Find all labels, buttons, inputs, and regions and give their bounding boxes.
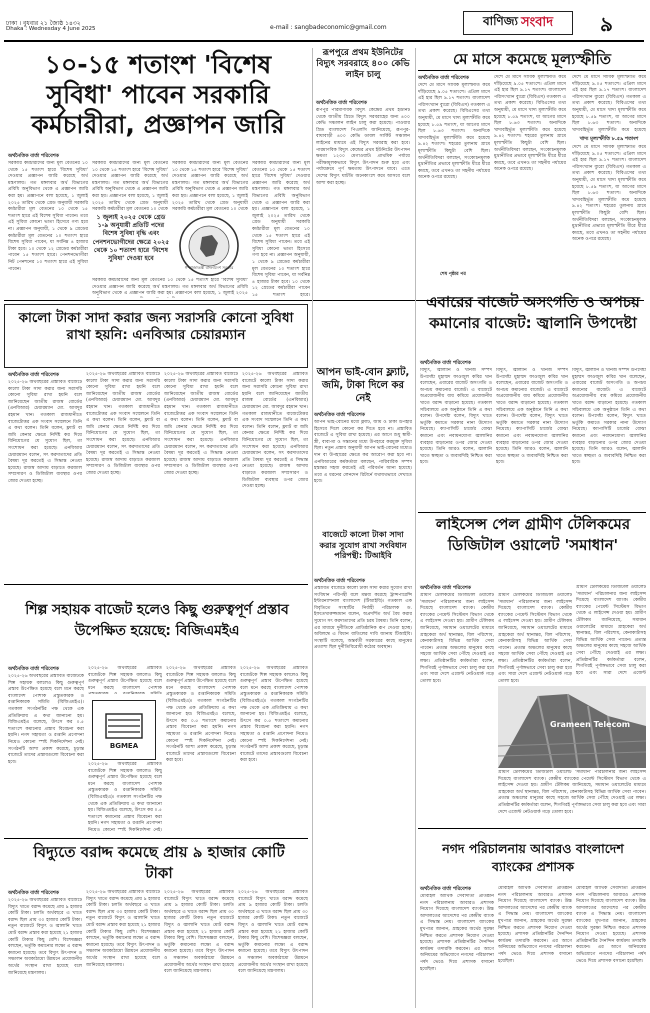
budget-energy-byline: অর্থনৈতিক বার্তা পরিবেশক (420, 361, 471, 366)
cash-byline: অর্থনৈতিক বার্তা পরিবেশক (420, 887, 471, 892)
black-money-body-col-1: ২০২৫-২৬ অর্থবছরের প্রস্তাবিত বাজেটে কালো টাকা সাদা করার জন্য সরাসরি কোনো সুবিধা রাখা হয়নি বলে জানিয়েছেন জাতীয় রাজস্ব বোর্ডের (এনবিআর) চেয়ারম্যান মো. আবদুর রহমান খান। গতকাল রাজধানীতে বাজেটোত্তর এক সংবাদ সম্মেলনে তিনি এ কথা বলেন। তিনি বলেন, ফ্ল্যাট বা জমি কেনার ক্ষেত্রে নির্দিষ্ট কর দিয়ে বিনিয়োগের যে সুযোগ ছিল, তা সংশোধন করা হয়েছে। এনবিআর চেয়ারম্যান বলেন, সৎ করদাতাদের প্রতি বৈষম্য দূর করতেই এ সিদ্ধান্ত নেওয়া হয়েছে। রাজস্ব আদায় বাড়াতে করজাল সম্প্রসারণ ও ডিজিটাল ব্যবস্থার ওপর জোর দেওয়া হচ্ছে। (8, 380, 82, 484)
cash-rule (418, 828, 646, 829)
masthead-logo (463, 11, 573, 35)
lead-body-col-2b: সরকারি কর্মচারীদের জন্য মূল বেতনের ১০ থেকে ১৫ শতাংশ হারে 'বিশেষ সুবিধা' দেওয়ার প্রজ্ঞাপন জারি করেছে অর্থ মন্ত্রণালয়। গত মঙ্গলবার অর্থ বিভাগের প্রবিধি অনুবিভাগ থেকে এ প্রজ্ঞাপন জারি করা হয়। প্রজ্ঞাপনে বলা হয়েছে, ১ জুলাই ২০২৫ (92, 278, 248, 297)
power-rule (4, 838, 308, 839)
grameen-byline: অর্থনৈতিক বার্তা পরিবেশক (420, 586, 471, 591)
rooppur-headline: রূপপুরে প্রথম ইউনিটের বিদ্যুৎ সরবরাহে ৪০০ কেভি লাইন চালু (316, 48, 410, 80)
inflation-body-col-2: দেশে মে মাসে সার্বিক মূল্যস্ফীতি কমে দাঁড়িয়েছে ৯.০৫ শতাংশে। এপ্রিল মাসে এই হার ছিল ৯.১৭ শতাংশ। বাংলাদেশ পরিসংখ্যান ব্যুরো (বিবিএস) গতকাল এ তথ্য প্রকাশ করেছে। বিবিএসের তথ্য অনুযায়ী, মে মাসে খাদ্য মূল্যস্ফীতি কমে হয়েছে ৮.৫৯ শতাংশ, যা আগের মাসে ছিল ৮.৬৩ শতাংশ। অন্যদিকে খাদ্যবহির্ভূত মূল্যস্ফীতি কমে হয়েছে ৯.৪২ শতাংশ। শহরের তুলনায় গ্রামে মূল্যস্ফীতি কিছুটা বেশি ছিল। অর্থনীতিবিদরা বলছেন, সংকোচনমূলক মুদ্রানীতির প্রভাবে মূল্যস্ফীতি ধীরে ধীরে কমছে, তবে এখনও তা সহনীয় পর্যায়ের অনেক ওপরে রয়েছে। (494, 75, 566, 173)
inflation-sub: খাদ্য মূল্যস্ফীতি ৮.৫৯ শতাংশ (579, 136, 639, 142)
tib-byline: অর্থনৈতিক বার্তা পরিবেশক (314, 579, 365, 584)
lead-body-col-4: সরকারি কর্মচারীদের জন্য মূল বেতনের ১০ থেকে ১৫ শতাংশ হারে 'বিশেষ সুবিধা' দেওয়ার প্রজ্ঞাপন জারি করেছে অর্থ মন্ত্রণালয়। গত মঙ্গলবার অর্থ বিভাগের প্রবিধি অনুবিভাগ থেকে এ প্রজ্ঞাপন জারি করা হয়। প্রজ্ঞাপনে বলা হয়েছে, ১ জুলাই ২০২৫ তারিখ থেকে গ্রেড অনুযায়ী সরকারি কর্মচারীরা মূল বেতনের ১০ থেকে ১৫ শতাংশ হারে এই বিশেষ সুবিধা পাবেন। তবে এই সুবিধা কোনো ভাতা হিসেবে গণ্য হবে না। প্রজ্ঞাপন অনুযায়ী, ১ থেকে ৯ গ্রেডের কর্মচারীরা মূল বেতনের ১০ শতাংশ হারে বিশেষ সুবিধা পাবেন, যা সর্বনিম্ন ৪ হাজার টাকা হবে। ১০ থেকে ১২ গ্রেডের কর্মচারীরা পাবেন ১৫ শতাংশ হারে। (252, 161, 310, 297)
inflation-continued: শেষ পৃষ্ঠার পর (440, 272, 466, 277)
lead-body-col-2: সরকারি কর্মচারীদের জন্য মূল বেতনের ১০ থেকে ১৫ শতাংশ হারে 'বিশেষ সুবিধা' দেওয়ার প্রজ্ঞাপন জারি করেছে অর্থ মন্ত্রণালয়। গত মঙ্গলবার অর্থ বিভাগের প্রবিধি অনুবিভাগ থেকে এ প্রজ্ঞাপন জারি করা হয়। প্রজ্ঞাপনে বলা হয়েছে, ১ জুলাই ২০২৫ তারিখ থেকে গ্রেড অনুযায়ী সরকারি কর্মচারীরা মূল বেতনের ১০ থেকে (92, 161, 168, 211)
tib-headline: বাজেটে কালো টাকা সাদা করার সুযোগ রাখা সংবিধান পরিপন্থী: টিআইবি (319, 530, 407, 560)
lead-body-col-3: সরকারি কর্মচারীদের জন্য মূল বেতনের ১০ থেকে ১৫ শতাংশ হারে 'বিশেষ সুবিধা' দেওয়ার প্রজ্ঞাপন জারি করেছে অর্থ মন্ত্রণালয়। গত মঙ্গলবার অর্থ বিভাগের প্রবিধি অনুবিভাগ থেকে এ প্রজ্ঞাপন জারি করা হয়। প্রজ্ঞাপনে বলা হয়েছে, ১ জুলাই ২০২৫ তারিখ থেকে গ্রেড অনুযায়ী সরকারি কর্মচারীরা মূল বেতনের ১০ থেকে (172, 161, 248, 211)
cash-headline: নগদ পরিচালনায় আবারও বাংলাদেশ ব্যাংকের প্রশাসক (442, 841, 624, 874)
inflation-byline: অর্থনৈতিক বার্তা পরিবেশক (418, 76, 469, 81)
inflation-body-col-3: দেশে মে মাসে সার্বিক মূল্যস্ফীতি কমে দাঁড়িয়েছে ৯.০৫ শতাংশে। এপ্রিল মাসে এই হার ছিল ৯.১৭ শতাংশ। বাংলাদেশ পরিসংখ্যান ব্যুরো (বিবিএস) গতকাল এ তথ্য প্রকাশ করেছে। বিবিএসের তথ্য অনুযায়ী, মে মাসে খাদ্য মূল্যস্ফীতি কমে হয়েছে ৮.৫৯ শতাংশ, যা আগের মাসে ছিল ৮.৬৩ শতাংশ। অন্যদিকে খাদ্যবহির্ভূত মূল্যস্ফীতি কমে হয়েছে (572, 75, 646, 133)
bgmea-body-col-4: ২০২৫-২৬ অর্থবছরের প্রস্তাবিত বাজেটকে শিল্প সহায়ক বললেও কিছু গুরুত্বপূর্ণ প্রস্তাব উপেক্ষিত হয়েছে বলে মনে করছে বাংলাদেশ পোশাক প্রস্তুতকারক ও রপ্তানিকারক সমিতি (বিজিএমইএ)। গতকাল সংগঠনটির পক্ষ থেকে এক প্রতিক্রিয়ায় এ কথা জানানো হয়। বিজিএমইএ বলেছে, উৎসে কর ০.৫ শতাংশে কমানোর প্রস্তাব বিবেচনা করা হয়নি। নগদ সহায়তা ও রপ্তানি প্রণোদনা নিয়েও কোনো স্পষ্ট দিকনির্দেশনা নেই। সংগঠনটি আশা প্রকাশ করেছে, চূড়ান্ত বাজেটে তাদের প্রস্তাবগুলো বিবেচনা করা হবে। (240, 666, 308, 764)
grameen-photo (498, 686, 646, 768)
lead-byline: অর্থনৈতিক বার্তা পরিবেশক (8, 154, 59, 159)
black-money-headline: কালো টাকা সাদা করার জন্য সরাসরি কোনো সুবিধা রাখা হয়নি: এনবিআর চেয়ারম্যান (18, 310, 294, 343)
grameen-photo-label: Grameen Telecom (550, 720, 631, 729)
masthead-date-en: Dhaka : Wednesday 4 June 2025 (6, 26, 96, 32)
bgmea-headline: শিল্প সহায়ক বাজেট হলেও কিছু গুরুত্বপূর্ণ প্রস্তাব উপেক্ষিত হয়েছে: বিজিএমইএ (25, 602, 289, 639)
bgmea-logo (92, 700, 156, 760)
grameen-headline: লাইসেন্স পেল গ্রামীণ টেলিকমের ডিজিটাল ওয়ালেট 'সমাধান' (435, 515, 631, 554)
bgmea-body-col-2b: ২০২৫-২৬ অর্থবছরের প্রস্তাবিত বাজেটকে শিল্প সহায়ক বললেও কিছু গুরুত্বপূর্ণ প্রস্তাব উপেক্ষিত হয়েছে বলে মনে করছে বাংলাদেশ পোশাক প্রস্তুতকারক ও রপ্তানিকারক সমিতি (বিজিএমইএ)। গতকাল সংগঠনটির পক্ষ থেকে এক প্রতিক্রিয়ায় এ কথা জানানো হয়। বিজিএমইএ বলেছে, উৎসে কর ০.৫ শতাংশে কমানোর প্রস্তাব বিবেচনা করা হয়নি। নগদ সহায়তা ও রপ্তানি প্রণোদনা নিয়েও কোনো স্পষ্ট দিকনির্দেশনা নেই। (88, 762, 162, 833)
flat-land-byline: অর্থনৈতিক বার্তা পরিবেশক (314, 413, 365, 418)
column-rule-1 (312, 48, 313, 1008)
cash-body-col-1: মোবাইল আর্থিক সেবাদাতা প্রতিষ্ঠান নগদ পরিচালনায় আবারও প্রশাসক নিয়োগ দিয়েছে বাংলাদেশ ব্যাংক। উচ্চ আদালতের আদেশের পর কেন্দ্রীয় ব্যাংক এ সিদ্ধান্ত নেয়। বাংলাদেশ ব্যাংকের মুখপাত্র জানান, গ্রাহকের অর্থের সুরক্ষা নিশ্চিত করতে প্রশাসক নিয়োগ দেওয়া হয়েছে। প্রশাসক প্রতিষ্ঠানটির দৈনন্দিন কার্যক্রম তদারকি করবেন। এর আগে অনিয়মের অভিযোগে নগদের পরিচালনা পর্ষদ ভেঙে দিয়ে প্রশাসক বসানো হয়েছিল। (420, 894, 494, 972)
power-body-col-1: ২০২৫-২৬ অর্থবছরের প্রস্তাবিত বাজেটে বিদ্যুৎ খাতে বরাদ্দ কমেছে প্রায় ৯ হাজার কোটি টাকা। চলতি অর্থবছরে এ খাতে বরাদ্দ ছিল প্রায় ৩০ হাজার কোটি টাকা। নতুন বাজেটে বিদ্যুৎ ও জ্বালানি খাতে মোট বরাদ্দ প্রস্তাব করা হয়েছে ২১ হাজার কোটি টাকার কিছু বেশি। বিশেষজ্ঞরা বলছেন, ভর্তুকি কমানোর লক্ষ্যে এ বরাদ্দ কমানো হয়েছে। তবে বিদ্যুৎ উৎপাদন ও সঞ্চালন অবকাঠামো উন্নয়নে প্রয়োজনীয় অর্থের সংস্থান রাখা হয়েছে বলে জানিয়েছে মন্ত্রণালয়। (8, 898, 82, 976)
tib-body: প্রস্তাবিত বাজেটে কালো টাকা সাদা করার সুযোগ রাখা সংবিধান পরিপন্থী বলে মন্তব্য করেছে ট্রান্সপারেন্সি ইন্টারন্যাশনাল বাংলাদেশ (টিআইবি)। গতকাল এক বিবৃতিতে সংস্থাটির নির্বাহী পরিচালক ড. ইফতেখারুজ্জামান বলেন, অপ্রদর্শিত অর্থ বৈধ করার সুযোগ সৎ করদাতাদের প্রতি চরম বৈষম্য। তিনি বলেন, এর মাধ্যমে দুর্নীতিকে প্রাতিষ্ঠানিক রূপ দেওয়া হচ্ছে। অবিলম্বে এ বিধান বাতিলের দাবি জানায় টিআইবি। সংস্থাটি বলেছে, অন্তর্বর্তী সরকারের কাছে মানুষের প্রত্যাশা ছিল দুর্নীতিবিরোধী কঠোর অবস্থান। (314, 586, 412, 651)
power-body-col-4: ২০২৫-২৬ অর্থবছরের প্রস্তাবিত বাজেটে বিদ্যুৎ খাতে বরাদ্দ কমেছে প্রায় ৯ হাজার কোটি টাকা। চলতি অর্থবছরে এ খাতে বরাদ্দ ছিল প্রায় ৩০ হাজার কোটি টাকা। নতুন বাজেটে বিদ্যুৎ ও জ্বালানি খাতে মোট বরাদ্দ প্রস্তাব করা হয়েছে ২১ হাজার কোটি টাকার কিছু বেশি। বিশেষজ্ঞরা বলছেন, ভর্তুকি কমানোর লক্ষ্যে এ বরাদ্দ কমানো হয়েছে। তবে বিদ্যুৎ উৎপাদন ও সঞ্চালন অবকাঠামো উন্নয়নে প্রয়োজনীয় অর্থের সংস্থান রাখা হয়েছে বলে জানিয়েছে মন্ত্রণালয়। (238, 890, 308, 975)
inflation-headline: মে মাসে কমেছে মূল্যস্ফীতি (452, 50, 612, 68)
bgmea-rule (4, 584, 308, 585)
budget-energy-body-col-3: বিদ্যুৎ, জ্বালানি ও খনিজ সম্পদ উপদেষ্টা মুহাম্মদ ফাওজুল কবির খান বলেছেন, এবারের বাজেট অসংগতি ও অপচয় কমানোর বাজেট। এ বাজেটে অপ্রয়োজনীয় ব্যয় কমিয়ে প্রয়োজনীয় খাতে বরাদ্দ বাড়ানো হয়েছে। গতকাল সচিবালয়ে এক অনুষ্ঠানে তিনি এ কথা বলেন। উপদেষ্টা বলেন, বিদ্যুৎ খাতে ভর্তুকি কমাতে সরকার নানা উদ্যোগ নিয়েছে। ক্যাপাসিটি চার্জের বোঝা কমানো এবং নবায়নযোগ্য জ্বালানির ব্যবহার বাড়ানোর ওপর জোর দেওয়া হয়েছে। তিনি আরও বলেন, জ্বালানি খাতে স্বচ্ছতা ও জবাবদিহি নিশ্চিত করা হবে। (572, 368, 646, 466)
inflation-rule (418, 70, 646, 71)
masthead-email[interactable]: e-mail : sangbadeconomic@gmail.com (270, 24, 387, 31)
lead-highlight: ১ জুলাই ২০২৫ থেকে গ্রেড ১-৯ অনুযায়ী প্রতিটি পদের বিশেষ সুবিধা বৃদ্ধি এবং পেনশনভোগীদের ক্ষেত্রে ২০২৫ থেকে ১০ শতাংশ হারে 'বিশেষ সুবিধা' দেওয়া হবে (92, 214, 170, 263)
budget-energy-body-col-1: বিদ্যুৎ, জ্বালানি ও খনিজ সম্পদ উপদেষ্টা মুহাম্মদ ফাওজুল কবির খান বলেছেন, এবারের বাজেট অসংগতি ও অপচয় কমানোর বাজেট। এ বাজেটে অপ্রয়োজনীয় ব্যয় কমিয়ে প্রয়োজনীয় খাতে বরাদ্দ বাড়ানো হয়েছে। গতকাল সচিবালয়ে এক অনুষ্ঠানে তিনি এ কথা বলেন। উপদেষ্টা বলেন, বিদ্যুৎ খাতে ভর্তুকি কমাতে সরকার নানা উদ্যোগ নিয়েছে। ক্যাপাসিটি চার্জের বোঝা কমানো এবং নবায়নযোগ্য জ্বালানির ব্যবহার বাড়ানোর ওপর জোর দেওয়া হয়েছে। তিনি আরও বলেন, জ্বালানি খাতে স্বচ্ছতা ও জবাবদিহি নিশ্চিত করা হবে। (420, 368, 492, 466)
grameen-body-col-3: গ্রামীণ টেলিকমের ডিজিটাল ওয়ালেট 'সমাধান' পরিচালনার জন্য লাইসেন্স দিয়েছে বাংলাদেশ ব্যাংক। কেন্দ্রীয় ব্যাংকের পেমেন্ট সিস্টেমস বিভাগ থেকে এ লাইসেন্স দেওয়া হয়। গ্রামীণ টেলিকম জানিয়েছে, সমাধান ওয়ালেটের মাধ্যমে গ্রাহকেরা অর্থ স্থানান্তর, বিল পরিশোধ, কেনাকাটাসহ বিভিন্ন আর্থিক সেবা পাবেন। প্রত্যন্ত অঞ্চলের মানুষের কাছে সহজে আর্থিক সেবা পৌঁছে দেওয়াই এর লক্ষ্য। প্রতিষ্ঠানটির কর্মকর্তারা বলেন, শিগগিরই পূর্ণাঙ্গভাবে সেবা চালু করা হবে এবং সারা দেশে এজেন্ট (576, 585, 646, 675)
bgmea-body-col-2: ২০২৫-২৬ অর্থবছরের প্রস্তাবিত বাজেটকে শিল্প সহায়ক বললেও কিছু গুরুত্বপূর্ণ প্রস্তাব উপেক্ষিত হয়েছে বলে মনে করছে বাংলাদেশ পোশাক (88, 666, 162, 691)
black-money-body-col-4: ২০২৫-২৬ অর্থবছরের প্রস্তাবিত বাজেটে কালো টাকা সাদা করার জন্য সরাসরি কোনো সুবিধা রাখা হয়নি বলে জানিয়েছেন জাতীয় রাজস্ব বোর্ডের (এনবিআর) চেয়ারম্যান মো. আবদুর রহমান খান। গতকাল রাজধানীতে বাজেটোত্তর এক সংবাদ সম্মেলনে তিনি এ কথা বলেন। তিনি বলেন, ফ্ল্যাট বা জমি কেনার ক্ষেত্রে নির্দিষ্ট কর দিয়ে বিনিয়োগের যে সুযোগ ছিল, তা সংশোধন করা হয়েছে। এনবিআর চেয়ারম্যান বলেন, সৎ করদাতাদের প্রতি বৈষম্য দূর করতেই এ সিদ্ধান্ত নেওয়া হয়েছে। রাজস্ব আদায় বাড়াতে করজাল সম্প্রসারণ ও ডিজিটাল ব্যবস্থার ওপর জোর দেওয়া হচ্ছে। (242, 372, 308, 490)
power-byline: অর্থনৈতিক বার্তা পরিবেশক (8, 891, 59, 896)
rooppur-body-col-1: রূপপুর পারমাণবিক বিদ্যুৎ কেন্দ্রের প্রথম ইউনিট থেকে জাতীয় গ্রিডে বিদ্যুৎ সরবরাহের জন্য ৪০০ কেভি সঞ্চালন লাইন চালু করা হয়েছে। পাওয়ার গ্রিড বাংলাদেশ পিএলসি জানিয়েছে, রূপপুর-বাঘাবাড়ী ৪০০ কেভি ডাবল সার্কিট সঞ্চালন লাইনের মাধ্যমে এই বিদ্যুৎ সরবরাহ করা হবে। পারমাণবিক বিদ্যুৎ কেন্দ্রের প্রথম ইউনিটের উৎপাদন ক্ষমতা ১২০০ মেগাওয়াট। প্রাথমিক পর্যায়ে পরীক্ষামূলকভাবে বিদ্যুৎ উৎপাদন শুরু হবে এবং পর্যায়ক্রমে পূর্ণ ক্ষমতায় উৎপাদনে যাবে। এতে দেশের বিদ্যুৎ ঘাটতি অনেকাংশে কমে আসবে বলে আশা করা হচ্ছে। (316, 108, 410, 186)
lead-headline: ১০-১৫ শতাংশ 'বিশেষ সুবিধা' পাবেন সরকারি কর্মচারীরা, প্রজ্ঞাপন জারি (31, 50, 285, 139)
black-money-body-col-3: ২০২৫-২৬ অর্থবছরের প্রস্তাবিত বাজেটে কালো টাকা সাদা করার জন্য সরাসরি কোনো সুবিধা রাখা হয়নি বলে জানিয়েছেন জাতীয় রাজস্ব বোর্ডের (এনবিআর) চেয়ারম্যান মো. আবদুর রহমান খান। গতকাল রাজধানীতে বাজেটোত্তর এক সংবাদ সম্মেলনে তিনি এ কথা বলেন। তিনি বলেন, ফ্ল্যাট বা জমি কেনার ক্ষেত্রে নির্দিষ্ট কর দিয়ে বিনিয়োগের যে সুযোগ ছিল, তা সংশোধন করা হয়েছে। এনবিআর চেয়ারম্যান বলেন, সৎ করদাতাদের প্রতি বৈষম্য দূর করতেই এ সিদ্ধান্ত নেওয়া হয়েছে। রাজস্ব আদায় বাড়াতে করজাল সম্প্রসারণ ও ডিজিটাল ব্যবস্থার ওপর জোর দেওয়া হচ্ছে। (164, 372, 238, 476)
masthead-logo-part-2: সংবাদ (521, 14, 554, 30)
bgmea-byline: অর্থনৈতিক বার্তা পরিবেশক (8, 667, 59, 672)
grameen-rule (418, 512, 646, 513)
bgmea-body-col-1: ২০২৫-২৬ অর্থবছরের প্রস্তাবিত বাজেটকে শিল্প সহায়ক বললেও কিছু গুরুত্বপূর্ণ প্রস্তাব উপেক্ষিত হয়েছে বলে মনে করছে বাংলাদেশ পোশাক প্রস্তুতকারক ও রপ্তানিকারক সমিতি (বিজিএমইএ)। গতকাল সংগঠনটির পক্ষ থেকে এক প্রতিক্রিয়ায় এ কথা জানানো হয়। বিজিএমইএ বলেছে, উৎসে কর ০.৫ শতাংশে কমানোর প্রস্তাব বিবেচনা করা হয়নি। নগদ সহায়তা ও রপ্তানি প্রণোদনা নিয়েও কোনো স্পষ্ট দিকনির্দেশনা নেই। সংগঠনটি আশা প্রকাশ করেছে, চূড়ান্ত বাজেটে তাদের প্রস্তাবগুলো বিবেচনা করা হবে। (8, 674, 84, 765)
power-body-col-3: ২০২৫-২৬ অর্থবছরের প্রস্তাবিত বাজেটে বিদ্যুৎ খাতে বরাদ্দ কমেছে প্রায় ৯ হাজার কোটি টাকা। চলতি অর্থবছরে এ খাতে বরাদ্দ ছিল প্রায় ৩০ হাজার কোটি টাকা। নতুন বাজেটে বিদ্যুৎ ও জ্বালানি খাতে মোট বরাদ্দ প্রস্তাব করা হয়েছে ২১ হাজার কোটি টাকার কিছু বেশি। বিশেষজ্ঞরা বলছেন, ভর্তুকি কমানোর লক্ষ্যে এ বরাদ্দ কমানো হয়েছে। তবে বিদ্যুৎ উৎপাদন ও সঞ্চালন অবকাঠামো উন্নয়নে প্রয়োজনীয় অর্থের সংস্থান রাখা হয়েছে বলে জানিয়েছে মন্ত্রণালয়। (164, 890, 234, 975)
flat-land-body: আপন ভাই-বোনের মধ্যে ফ্ল্যাট, জমি ও টাকা উপহার হিসেবে দিলে কোনো কর দিতে হবে না। প্রস্তাবিত বাজেটে এ সুবিধা রাখা হয়েছে। এর আগে শুধু স্বামী-স্ত্রী, বাবা-মা ও সন্তানের মধ্যে উপহারে করমুক্ত সুবিধা ছিল। নতুন প্রস্তাব অনুযায়ী আপন ভাই-বোনের মধ্যেও দান বা উপহারের ক্ষেত্রে কর আরোপ করা হবে না। এনবিআরের কর্মকর্তারা বলছেন, পারিবারিক সম্পদ হস্তান্তর সহজ করতেই এই পরিবর্তন আনা হয়েছে। তবে এ ধরনের লেনদেন রিটার্নে যথাযথভাবে দেখাতে হবে। (314, 420, 412, 485)
column-rule-2 (415, 48, 416, 1008)
masthead-rule (4, 40, 644, 42)
budget-energy-body-col-2: বিদ্যুৎ, জ্বালানি ও খনিজ সম্পদ উপদেষ্টা মুহাম্মদ ফাওজুল কবির খান বলেছেন, এবারের বাজেট অসংগতি ও অপচয় কমানোর বাজেট। এ বাজেটে অপ্রয়োজনীয় ব্যয় কমিয়ে প্রয়োজনীয় খাতে বরাদ্দ বাড়ানো হয়েছে। গতকাল সচিবালয়ে এক অনুষ্ঠানে তিনি এ কথা বলেন। উপদেষ্টা বলেন, বিদ্যুৎ খাতে ভর্তুকি কমাতে সরকার নানা উদ্যোগ নিয়েছে। ক্যাপাসিটি চার্জের বোঝা কমানো এবং নবায়নযোগ্য জ্বালানির ব্যবহার বাড়ানোর ওপর জোর দেওয়া হয়েছে। তিনি আরও বলেন, জ্বালানি খাতে স্বচ্ছতা ও জবাবদিহি নিশ্চিত করা হবে। (496, 368, 568, 466)
page-number: ৯ (600, 12, 613, 36)
bgmea-body-col-3: ২০২৫-২৬ অর্থবছরের প্রস্তাবিত বাজেটকে শিল্প সহায়ক বললেও কিছু গুরুত্বপূর্ণ প্রস্তাব উপেক্ষিত হয়েছে বলে মনে করছে বাংলাদেশ পোশাক প্রস্তুতকারক ও রপ্তানিকারক সমিতি (বিজিএমইএ)। গতকাল সংগঠনটির পক্ষ থেকে এক প্রতিক্রিয়ায় এ কথা জানানো হয়। বিজিএমইএ বলেছে, উৎসে কর ০.৫ শতাংশে কমানোর প্রস্তাব বিবেচনা করা হয়নি। নগদ সহায়তা ও রপ্তানি প্রণোদনা নিয়েও কোনো স্পষ্ট দিকনির্দেশনা নেই। সংগঠনটি আশা প্রকাশ করেছে, চূড়ান্ত বাজেটে তাদের প্রস্তাবগুলো বিবেচনা করা হবে। (166, 666, 236, 764)
masthead-logo-part-1: বাণিজ্য (482, 14, 519, 28)
rooppur-byline: অর্থনৈতিক বার্তা পরিবেশক (316, 101, 367, 106)
budget-energy-headline: এবারের বাজেট অসংগতি ও অপচয় কমানোর বাজেট: জ্বালানি উপদেষ্টা (426, 293, 640, 332)
inflation-body-col-1: দেশে মে মাসে সার্বিক মূল্যস্ফীতি কমে দাঁড়িয়েছে ৯.০৫ শতাংশে। এপ্রিল মাসে এই হার ছিল ৯.১৭ শতাংশ। বাংলাদেশ পরিসংখ্যান ব্যুরো (বিবিএস) গতকাল এ তথ্য প্রকাশ করেছে। বিবিএসের তথ্য অনুযায়ী, মে মাসে খাদ্য মূল্যস্ফীতি কমে হয়েছে ৮.৫৯ শতাংশ, যা আগের মাসে ছিল ৮.৬৩ শতাংশ। অন্যদিকে খাদ্যবহির্ভূত মূল্যস্ফীতি কমে হয়েছে ৯.৪২ শতাংশ। শহরের তুলনায় গ্রামে মূল্যস্ফীতি কিছুটা বেশি ছিল। অর্থনীতিবিদরা বলছেন, সংকোচনমূলক মুদ্রানীতির প্রভাবে মূল্যস্ফীতি ধীরে ধীরে কমছে, তবে এখনও তা সহনীয় পর্যায়ের অনেক ওপরে রয়েছে। (418, 83, 490, 181)
black-money-byline: অর্থনৈতিক বার্তা পরিবেশক (8, 373, 59, 378)
power-headline: বিদ্যুতে বরাদ্দ কমেছে প্রায় ৯ হাজার কোটি টাকা (33, 843, 285, 882)
inflation-body-col-3b: দেশে মে মাসে সার্বিক মূল্যস্ফীতি কমে দাঁড়িয়েছে ৯.০৫ শতাংশে। এপ্রিল মাসে এই হার ছিল ৯.১৭ শতাংশ। বাংলাদেশ পরিসংখ্যান ব্যুরো (বিবিএস) গতকাল এ তথ্য প্রকাশ করেছে। বিবিএসের তথ্য অনুযায়ী, মে মাসে খাদ্য মূল্যস্ফীতি কমে হয়েছে ৮.৫৯ শতাংশ, যা আগের মাসে ছিল ৮.৬৩ শতাংশ। অন্যদিকে খাদ্যবহির্ভূত মূল্যস্ফীতি কমে হয়েছে ৯.৪২ শতাংশ। শহরের তুলনায় গ্রামে মূল্যস্ফীতি কিছুটা বেশি ছিল। অর্থনীতিবিদরা বলছেন, সংকোচনমূলক মুদ্রানীতির প্রভাবে মূল্যস্ফীতি ধীরে ধীরে কমছে, তবে এখনও তা সহনীয় পর্যায়ের অনেক ওপরে রয়েছে। (572, 145, 646, 243)
grameen-body-col-1: গ্রামীণ টেলিকমের ডিজিটাল ওয়ালেট 'সমাধান' পরিচালনার জন্য লাইসেন্স দিয়েছে বাংলাদেশ ব্যাংক। কেন্দ্রীয় ব্যাংকের পেমেন্ট সিস্টেমস বিভাগ থেকে এ লাইসেন্স দেওয়া হয়। গ্রামীণ টেলিকম জানিয়েছে, সমাধান ওয়ালেটের মাধ্যমে গ্রাহকেরা অর্থ স্থানান্তর, বিল পরিশোধ, কেনাকাটাসহ বিভিন্ন আর্থিক সেবা পাবেন। প্রত্যন্ত অঞ্চলের মানুষের কাছে সহজে আর্থিক সেবা পৌঁছে দেওয়াই এর লক্ষ্য। প্রতিষ্ঠানটির কর্মকর্তারা বলেন, শিগগিরই পূর্ণাঙ্গভাবে সেবা চালু করা হবে এবং সারা দেশে এজেন্ট নেটওয়ার্ক গড়ে তোলা হবে। (420, 593, 494, 684)
black-money-body-col-2: ২০২৫-২৬ অর্থবছরের প্রস্তাবিত বাজেটে কালো টাকা সাদা করার জন্য সরাসরি কোনো সুবিধা রাখা হয়নি বলে জানিয়েছেন জাতীয় রাজস্ব বোর্ডের (এনবিআর) চেয়ারম্যান মো. আবদুর রহমান খান। গতকাল রাজধানীতে বাজেটোত্তর এক সংবাদ সম্মেলনে তিনি এ কথা বলেন। তিনি বলেন, ফ্ল্যাট বা জমি কেনার ক্ষেত্রে নির্দিষ্ট কর দিয়ে বিনিয়োগের যে সুযোগ ছিল, তা সংশোধন করা হয়েছে। এনবিআর চেয়ারম্যান বলেন, সৎ করদাতাদের প্রতি বৈষম্য দূর করতেই এ সিদ্ধান্ত নেওয়া হয়েছে। রাজস্ব আদায় বাড়াতে করজাল সম্প্রসারণ ও ডিজিটাল ব্যবস্থার ওপর জোর দেওয়া হচ্ছে। (86, 372, 160, 476)
govt-seal (178, 215, 240, 277)
masthead-date-bn: ঢাকা । বুধবার ২১ জ্যৈষ্ঠ ১৪৩২ (6, 20, 81, 27)
cash-body-col-3: মোবাইল আর্থিক সেবাদাতা প্রতিষ্ঠান নগদ পরিচালনায় আবারও প্রশাসক নিয়োগ দিয়েছে বাংলাদেশ ব্যাংক। উচ্চ আদালতের আদেশের পর কেন্দ্রীয় ব্যাংক এ সিদ্ধান্ত নেয়। বাংলাদেশ ব্যাংকের মুখপাত্র জানান, গ্রাহকের অর্থের সুরক্ষা নিশ্চিত করতে প্রশাসক নিয়োগ দেওয়া হয়েছে। প্রশাসক প্রতিষ্ঠানটির দৈনন্দিন কার্যক্রম তদারকি করবেন। এর আগে অনিয়মের অভিযোগে নগদের পরিচালনা পর্ষদ ভেঙে দিয়ে প্রশাসক বসানো হয়েছিল। (576, 886, 646, 964)
power-body-col-2: ২০২৫-২৬ অর্থবছরের প্রস্তাবিত বাজেটে বিদ্যুৎ খাতে বরাদ্দ কমেছে প্রায় ৯ হাজার কোটি টাকা। চলতি অর্থবছরে এ খাতে বরাদ্দ ছিল প্রায় ৩০ হাজার কোটি টাকা। নতুন বাজেটে বিদ্যুৎ ও জ্বালানি খাতে মোট বরাদ্দ প্রস্তাব করা হয়েছে ২১ হাজার কোটি টাকার কিছু বেশি। বিশেষজ্ঞরা বলছেন, ভর্তুকি কমানোর লক্ষ্যে এ বরাদ্দ কমানো হয়েছে। তবে বিদ্যুৎ উৎপাদন ও সঞ্চালন অবকাঠামো উন্নয়নে প্রয়োজনীয় অর্থের সংস্থান রাখা হয়েছে বলে জানিয়েছে মন্ত্রণালয়। (86, 890, 160, 968)
cash-body-col-2: মোবাইল আর্থিক সেবাদাতা প্রতিষ্ঠান নগদ পরিচালনায় আবারও প্রশাসক নিয়োগ দিয়েছে বাংলাদেশ ব্যাংক। উচ্চ আদালতের আদেশের পর কেন্দ্রীয় ব্যাংক এ সিদ্ধান্ত নেয়। বাংলাদেশ ব্যাংকের মুখপাত্র জানান, গ্রাহকের অর্থের সুরক্ষা নিশ্চিত করতে প্রশাসক নিয়োগ দেওয়া হয়েছে। প্রশাসক প্রতিষ্ঠানটির দৈনন্দিন কার্যক্রম তদারকি করবেন। এর আগে অনিয়মের অভিযোগে নগদের পরিচালনা পর্ষদ ভেঙে দিয়ে প্রশাসক বসানো হয়েছিল। (498, 886, 572, 964)
grameen-body-col-2: গ্রামীণ টেলিকমের ডিজিটাল ওয়ালেট 'সমাধান' পরিচালনার জন্য লাইসেন্স দিয়েছে বাংলাদেশ ব্যাংক। কেন্দ্রীয় ব্যাংকের পেমেন্ট সিস্টেমস বিভাগ থেকে এ লাইসেন্স দেওয়া হয়। গ্রামীণ টেলিকম জানিয়েছে, সমাধান ওয়ালেটের মাধ্যমে গ্রাহকেরা অর্থ স্থানান্তর, বিল পরিশোধ, কেনাকাটাসহ বিভিন্ন আর্থিক সেবা পাবেন। প্রত্যন্ত অঞ্চলের মানুষের কাছে সহজে আর্থিক সেবা পৌঁছে দেওয়াই এর লক্ষ্য। প্রতিষ্ঠানটির কর্মকর্তারা বলেন, শিগগিরই পূর্ণাঙ্গভাবে সেবা চালু করা হবে এবং সারা দেশে এজেন্ট নেটওয়ার্ক গড়ে তোলা হবে। (498, 593, 572, 683)
govt-seal-text: গণপ্রজাতন্ত্রী বাংলাদেশ সরকার (184, 265, 234, 270)
bgmea-logo-text: BGMEA (109, 742, 139, 750)
flat-land-headline: আপন ভাই-বোন ফ্ল্যাট, জমি, টাকা দিলে কর নেই (316, 367, 410, 404)
grameen-body-col-2b: গ্রামীণ টেলিকমের ডিজিটাল ওয়ালেট 'সমাধান' পরিচালনার জন্য লাইসেন্স দিয়েছে বাংলাদেশ ব্যাংক। কেন্দ্রীয় ব্যাংকের পেমেন্ট সিস্টেমস বিভাগ থেকে এ লাইসেন্স দেওয়া হয়। গ্রামীণ টেলিকম জানিয়েছে, সমাধান ওয়ালেটের মাধ্যমে গ্রাহকেরা অর্থ স্থানান্তর, বিল পরিশোধ, কেনাকাটাসহ বিভিন্ন আর্থিক সেবা পাবেন। প্রত্যন্ত অঞ্চলের মানুষের কাছে সহজে আর্থিক সেবা পৌঁছে দেওয়াই এর লক্ষ্য। প্রতিষ্ঠানটির কর্মকর্তারা বলেন, শিগগিরই পূর্ণাঙ্গভাবে সেবা চালু করা হবে এবং সারা দেশে এজেন্ট নেটওয়ার্ক গড়ে তোলা হবে। (498, 770, 646, 815)
lead-body-col-1: সরকারি কর্মচারীদের জন্য মূল বেতনের ১০ থেকে ১৫ শতাংশ হারে 'বিশেষ সুবিধা' দেওয়ার প্রজ্ঞাপন জারি করেছে অর্থ মন্ত্রণালয়। গত মঙ্গলবার অর্থ বিভাগের প্রবিধি অনুবিভাগ থেকে এ প্রজ্ঞাপন জারি করা হয়। প্রজ্ঞাপনে বলা হয়েছে, ১ জুলাই ২০২৫ তারিখ থেকে গ্রেড অনুযায়ী সরকারি কর্মচারীরা মূল বেতনের ১০ থেকে ১৫ শতাংশ হারে এই বিশেষ সুবিধা পাবেন। তবে এই সুবিধা কোনো ভাতা হিসেবে গণ্য হবে না। প্রজ্ঞাপন অনুযায়ী, ১ থেকে ৯ গ্রেডের কর্মচারীরা মূল বেতনের ১০ শতাংশ হারে বিশেষ সুবিধা পাবেন, যা সর্বনিম্ন ৪ হাজার টাকা হবে। ১০ থেকে ১২ গ্রেডের কর্মচারীরা পাবেন ১৫ শতাংশ হারে। পেনশনভোগীরা নিট পেনশনের ১০ শতাংশ হারে এই সুবিধা পাবেন। (8, 161, 88, 272)
